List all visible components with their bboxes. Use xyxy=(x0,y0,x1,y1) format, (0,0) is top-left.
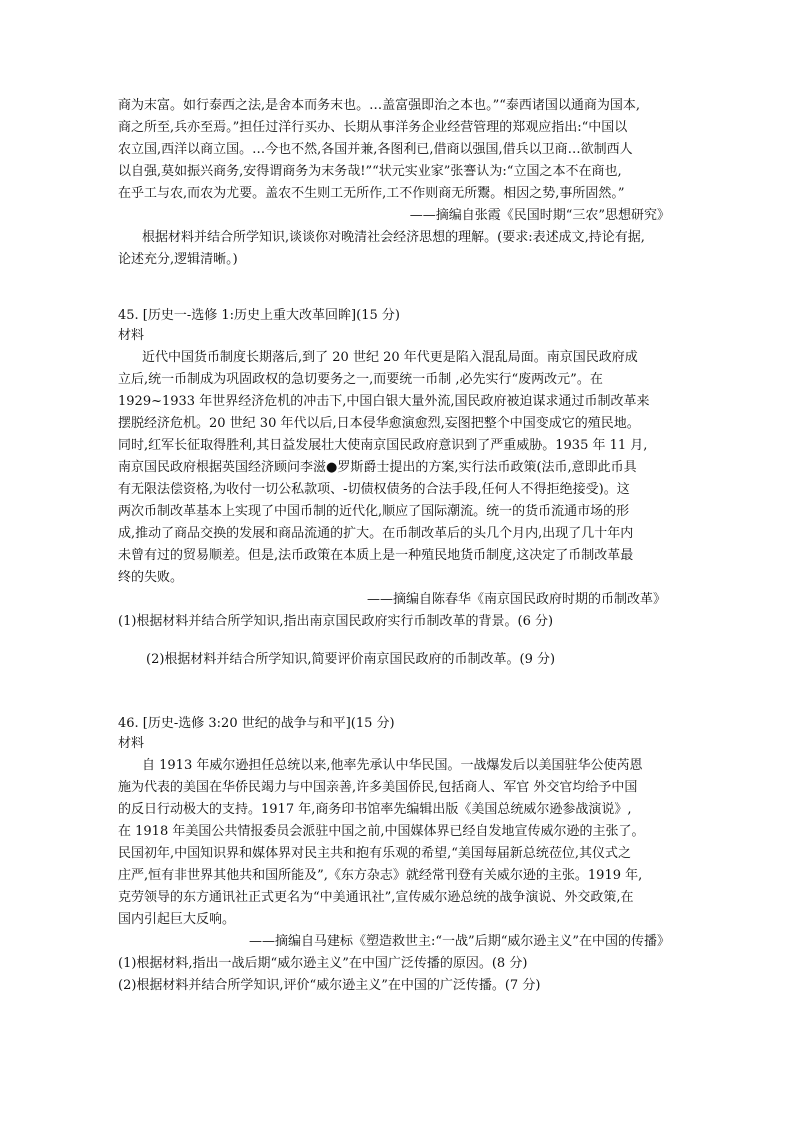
q46-body-line: 克劳领导的东方通讯社正式更名为“中美通讯社”,宣传威尔逊总统的战争演说、外交政策,在 xyxy=(118,890,634,905)
p44-body-line: 商之所至,兵亦至焉。”担任过洋行买办、长期从事洋务企业经营管理的郑观应指出:“中国以 xyxy=(118,120,628,135)
q46-source-citation: ——摘编自马建标《塑造救世主:“一战”后期“威尔逊主义”在中国的传播》 xyxy=(249,934,670,949)
q46-body-line: 的反日行动极大的支持。1917 年,商务印书馆率先编辑出版《美国总统威尔逊参战演说》, xyxy=(118,802,632,817)
p44-question-line: 根据材料并结合所学知识,谈谈你对晚清社会经济思想的理解。(要求:表述成文,持论有据, xyxy=(142,230,645,245)
q46-subquestion-1: (1)根据材料,指出一战后期“威尔逊主义”在中国广泛传播的原因。(8 分) xyxy=(118,956,528,971)
q45-body-line: 立后,统一币制成为巩固政权的急切要务之一,而要统一币制 ,必先实行“废两改元”。在 xyxy=(118,372,603,387)
q45-body-line: 摆脱经济危机。20 世纪 30 年代以后,日本侵华愈演愈烈,妄图把整个中国变成它的殖民地。 xyxy=(118,416,640,431)
q45-heading: 45. [历史一-选修 1:历史上重大改革回眸](15 分) xyxy=(118,308,400,323)
q46-body-line: 庄严,恒有非世界其他共和国所能及”,《东方杂志》就经常刊登有关威尔逊的主张。1919 年, xyxy=(118,868,643,883)
q45-subquestion-2: (2)根据材料并结合所学知识,简要评价南京国民政府的币制改革。(9 分) xyxy=(146,652,556,667)
q46-subquestion-2: (2)根据材料并结合所学知识,评价“威尔逊主义”在中国的广泛传播。(7 分) xyxy=(118,978,541,993)
q46-body-line: 施为代表的美国在华侨民竭力与中国亲善,许多美国侨民,包括商人、军官 外交官均给予中国 xyxy=(118,780,638,795)
p44-body-line: 以自强,莫如振兴商务,安得谓商务为末务哉!”“状元实业家”张謇认为:“立国之本不在商也, xyxy=(118,164,622,179)
q45-subquestion-1: (1)根据材料并结合所学知识,指出南京国民政府实行币制改革的背景。(6 分) xyxy=(118,614,554,629)
q45-source-citation: ——摘编自陈春华《南京国民政府时期的币制改革》 xyxy=(366,592,666,607)
q45-body-line: 两次币制改革基本上实现了中国币制的近代化,顺应了国际潮流。统一的货币流通市场的形 xyxy=(118,504,630,519)
q46-heading: 46. [历史-选修 3:20 世纪的战争与和平](15 分) xyxy=(118,716,395,731)
q45-body-line: 终的失败。 xyxy=(118,570,184,585)
q46-material-label: 材料 xyxy=(118,736,145,751)
q45-body-line: 近代中国货币制度长期落后,到了 20 世纪 20 年代更是陷入混乱局面。南京国民政府成 xyxy=(142,350,638,365)
p44-source-citation: ——摘编自张霞《民国时期“三农”思想研究》 xyxy=(409,208,670,223)
q45-body-line: 成,推动了商品交换的发展和商品流通的扩大。在币制改革后的头几个月内,出现了几十年内 xyxy=(118,526,634,541)
q46-body-line: 在 1918 年美国公共情报委员会派驻中国之前,中国媒体界已经自发地宣传威尔逊的主张了。 xyxy=(118,824,645,839)
q45-body-line: 有无限法偿资格,为收付一切公私款项、-切债权债务的合法手段,任何人不得拒绝接受)。这 xyxy=(118,482,630,497)
q45-body-line: 1929~1933 年世界经济危机的冲击下,中国白银大量外流,国民政府被迫谋求通过币制改革来 xyxy=(118,394,650,409)
q46-body-line: 自 1913 年威尔逊担任总统以来,他率先承认中华民国。一战爆发后以美国驻华公使芮恩 xyxy=(142,758,643,773)
p44-body-line: 商为末富。如行泰西之法,是舍本而务末也。…盖富强即治之本也。”“泰西诸国以通商为国本, xyxy=(118,98,641,113)
q46-body-line: 民国初年,中国知识界和媒体界对民主共和抱有乐观的希望,“美国每届新总统莅位,其仪式之 xyxy=(118,846,632,861)
q45-body-line: 南京国民政府根据英国经济顾问李滋●罗斯爵士提出的方案,实行法币政策(法币,意即此币具 xyxy=(118,460,637,475)
q45-body-line: 同时,红军长征取得胜利,其日益发展壮大使南京国民政府意识到了严重威胁。1935 年 11 月, xyxy=(118,438,648,453)
q46-body-line: 国内引起巨大反响。 xyxy=(118,912,236,927)
p44-question-line: 论述充分,逻辑清晰。) xyxy=(118,252,238,267)
q45-body-line: 未曾有过的贸易顺差。但是,法币政策在本质上是一种殖民地货币制度,这决定了币制改革最 xyxy=(118,548,634,563)
q45-material-label: 材料 xyxy=(118,328,145,343)
p44-body-line: 农立国,西洋以商立国。…今也不然,各国并兼,各图利已,借商以强国,借兵以卫商…欲制西人 xyxy=(118,142,633,157)
p44-body-line: 在乎工与农,而农为尤要。盖农不生则工无所作,工不作则商无所鬻。相因之势,事所固然。” xyxy=(118,186,625,201)
